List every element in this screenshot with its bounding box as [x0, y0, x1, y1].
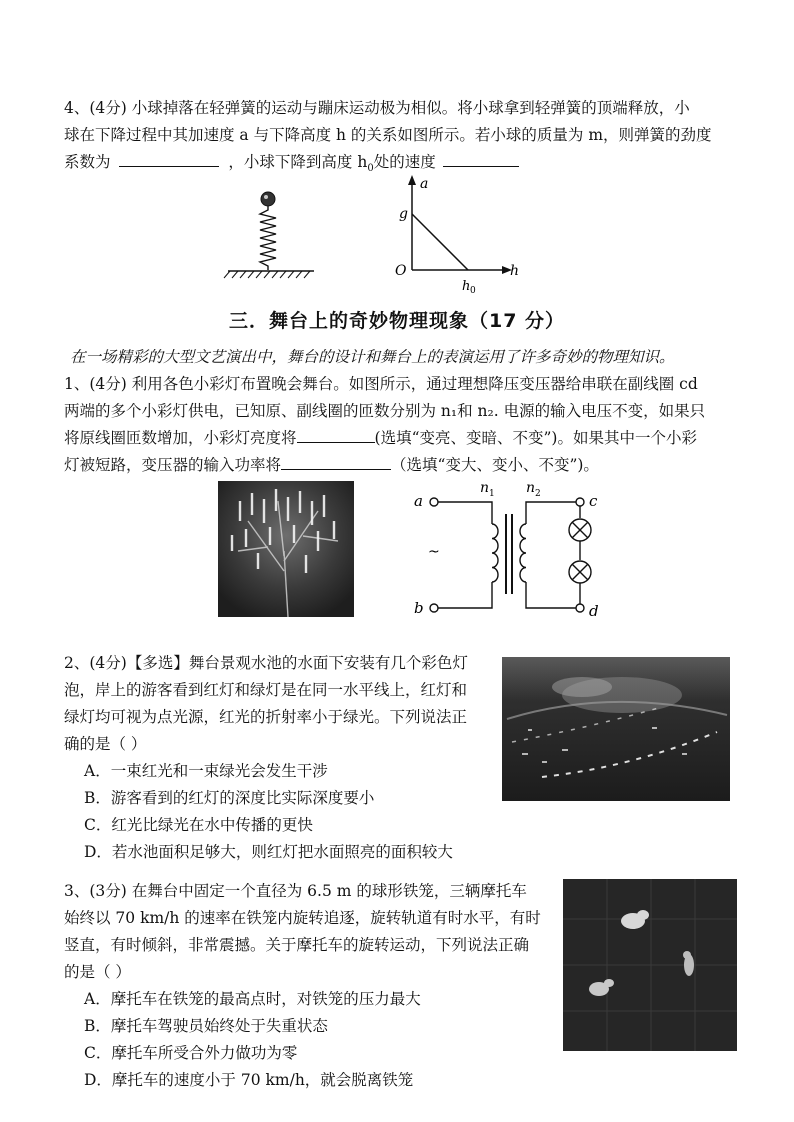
q4-stem-line1: 4、(4分) 小球掉落在轻弹簧的运动与蹦床运动极为相似。将小球拿到轻弹簧的顶端释放，小 [64, 99, 690, 117]
s1-stem-line1: 1、(4分) 利用各色小彩灯布置晚会舞台。如图所示，通过理想降压变压器给串联在副线圈 cd [64, 375, 698, 393]
s2-option-d[interactable]: D．若水池面积足够大，则红灯把水面照亮的面积较大 [84, 843, 453, 861]
s2-stem-line1: 2、(4分)【多选】舞台景观水池的水面下安装有几个彩色灯 [64, 654, 468, 672]
graph-h0-label: h [462, 279, 471, 294]
terminal-d-icon [576, 604, 584, 612]
lit-tree-photo [218, 481, 354, 617]
pool-lights-photo [502, 657, 730, 801]
s1-stem-line4 [64, 454, 599, 476]
graph-y-label: a [420, 176, 429, 192]
s3-stem-line4: 的是（ ） [64, 963, 131, 981]
q4-answer-blank-1[interactable] [119, 152, 219, 167]
s1-answer-blank-2[interactable] [281, 455, 391, 470]
s3-option-b[interactable]: B．摩托车驾驶员始终处于失重状态 [84, 1017, 328, 1035]
n2-sub: 2 [535, 489, 541, 499]
n2-label: n [526, 480, 536, 496]
ac-source-icon: ~ [428, 544, 440, 560]
s2-stem-line2: 泡，岸上的游客看到红灯和绿灯是在同一水平线上，红灯和 [64, 681, 468, 699]
section-title: 三．舞台上的奇妙物理现象（17 分） [228, 310, 566, 332]
s1-stem-line3 [64, 427, 697, 449]
y-axis-arrow-icon [408, 175, 416, 185]
terminal-b-label: b [414, 599, 424, 617]
graph-x-label: h [510, 263, 520, 279]
n1-sub: 1 [489, 489, 495, 499]
n1-label: n [480, 480, 490, 496]
terminal-a-label: a [414, 492, 423, 510]
motorcycle-cage-photo [563, 879, 737, 1051]
s3-stem-line1: 3、(3分) 在舞台中固定一个直径为 6.5 m 的球形铁笼，三辆摩托车 [64, 882, 527, 900]
s3-stem-line2: 始终以 70 km/h 的速率在铁笼内旋转追逐，旋转轨道有时水平，有时 [64, 909, 541, 927]
q4-line3-text-a: 系数为 [64, 153, 111, 171]
graph-g-label: g [399, 206, 408, 222]
q4-line3-text-c: 处的速度 [373, 153, 436, 171]
q4-answer-blank-2[interactable] [443, 152, 519, 167]
a-h-graph [388, 172, 528, 297]
terminal-c-icon [576, 498, 584, 506]
ball-icon [261, 192, 275, 206]
a-h-line [412, 214, 468, 270]
terminal-c-label: c [589, 492, 598, 510]
s2-option-b[interactable]: B．游客看到的红灯的深度比实际深度要小 [84, 789, 375, 807]
s3-option-c[interactable]: C．摩托车所受合外力做功为零 [84, 1044, 298, 1062]
ground-hatch-icon [224, 271, 310, 278]
q4-line3-text-b: ，小球下降到高度 h [228, 153, 368, 171]
s2-stem-line3: 绿灯均可视为点光源，红光的折射率小于绿光。下列说法正 [64, 708, 468, 726]
iron-core-icon [506, 514, 512, 594]
secondary-coil-icon [520, 524, 526, 582]
s1-stem-line2: 两端的多个小彩灯供电，已知原、副线圈的匝数分别为 n₁和 n₂. 电源的输入电压不变，如果只 [64, 402, 706, 420]
s1-line4-text-b: （选填“变大、变小、不变”)。 [391, 456, 599, 474]
s1-line3-text-a: 将原线圈匝数增加，小彩灯亮度将 [64, 429, 297, 447]
graph-h0-sub: 0 [470, 286, 476, 296]
s3-option-d[interactable]: D．摩托车的速度小于 70 km/h，就会脱离铁笼 [84, 1071, 414, 1089]
terminal-b-icon [430, 604, 438, 612]
section-intro: 在一场精彩的大型文艺演出中，舞台的设计和舞台上的表演运用了许多奇妙的物理知识。 [70, 348, 675, 366]
s1-line3-text-b: (选填“变亮、变暗、不变”)。如果其中一个小彩 [374, 429, 697, 447]
s2-stem-line4: 确的是（ ） [64, 735, 147, 753]
s3-option-a[interactable]: A．摩托车在铁笼的最高点时，对铁笼的压力最大 [84, 990, 421, 1008]
spring-figure [222, 188, 322, 284]
transformer-circuit [408, 476, 608, 622]
terminal-a-icon [430, 498, 438, 506]
spring-icon [260, 206, 276, 270]
q4-stem-line2: 球在下降过程中其加速度 a 与下降高度 h 的关系如图所示。若小球的质量为 m，则弹簧的劲度 [64, 126, 712, 144]
terminal-d-label: d [589, 602, 599, 620]
graph-origin-label: O [395, 263, 407, 279]
s2-option-c[interactable]: C．红光比绿光在水中传播的更快 [84, 816, 313, 834]
s1-line4-text-a: 灯被短路，变压器的输入功率将 [64, 456, 282, 474]
primary-coil-icon [492, 524, 498, 582]
s2-option-a[interactable]: A．一束红光和一束绿光会发生干涉 [84, 762, 328, 780]
s3-stem-line3: 竖直，有时倾斜，非常震撼。关于摩托车的旋转运动，下列说法正确 [64, 936, 530, 954]
s1-answer-blank-1[interactable] [297, 428, 375, 443]
q4-line3-sub: 0 [367, 163, 374, 175]
